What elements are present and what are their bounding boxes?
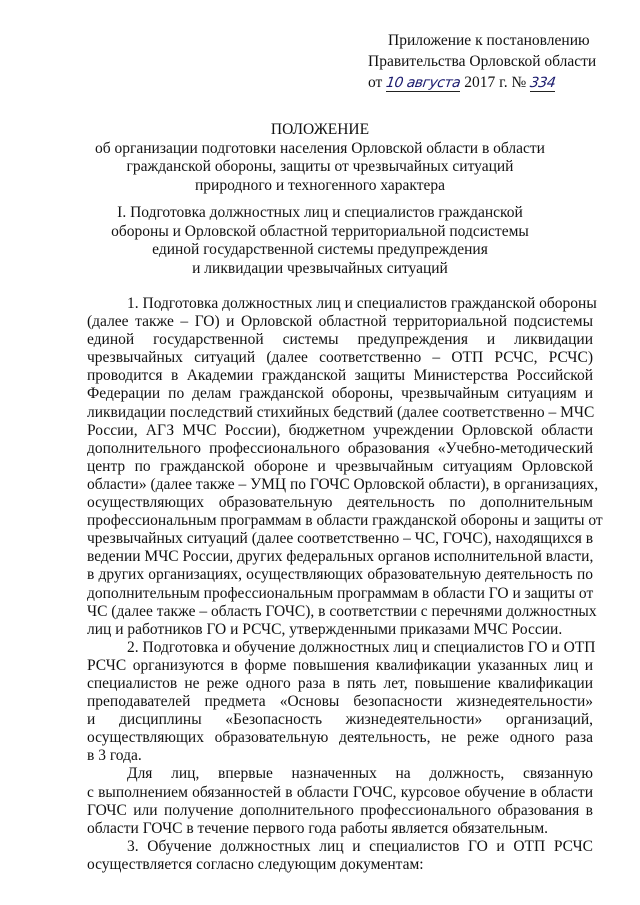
title-line: ПОЛОЖЕНИЕ [270,121,370,138]
document-title [0,121,640,195]
paragraph-line: 2. Подготовка и обучение должностных лиц и специалистов ГО и ОТП [127,638,596,656]
paragraph-line: профессиональным программам в области гражданской обороны и защиты от [87,512,603,530]
header-line-2: Правительства Орловской области [368,53,597,70]
paragraph-line: лиц и работников ГО и РСЧС, утвержденными приказами МЧС России. [87,620,563,638]
section-heading [0,204,640,278]
paragraph-line: ЧС (далее также – область ГОЧС), в соответствии с перечнями должностных [87,602,597,620]
title-line: об организации подготовки населения Орловской области в области [95,139,545,157]
paragraph-line: в 3 года. [87,747,142,765]
section-heading-line: обороны и Орловской областной территориальной подсистемы [111,222,529,240]
paragraph-line: чрезвычайных ситуаций (далее соответственно – ЧС, ГОЧС), находящихся в [87,530,594,548]
paragraph-line: дополнительным профессиональным программам в области ГО и защиты от [87,584,594,602]
body-text [87,295,603,874]
date-handwritten-field [386,75,460,92]
section-heading-line: I. Подготовка должностных лиц и специалистов гражданской [117,204,523,221]
title-line: гражданской обороны, защиты от чрезвычайных ситуаций [126,158,514,175]
paragraph-line: РСЧС организуются в форме повышения квалификации указанных лиц и [87,656,593,674]
paragraph-line: области ГОЧС в течение первого года работы является обязательным. [87,819,549,837]
paragraph-line: центр по гражданской обороне и чрезвычайным ситуациям Орловской [87,457,593,475]
appendix-header [368,30,618,93]
date-prefix: от [368,74,383,91]
paragraph-line: чрезвычайных ситуаций (далее соответственно – ОТП РСЧС, РСЧС) [87,349,593,367]
paragraph-line: Для лиц, впервые назначенных на должность, связанную [127,765,593,783]
paragraph-line: преподавателей предмета «Основы безопасности жизнедеятельности» [87,693,593,711]
paragraph-line: ликвидации последствий стихийных бедствий (далее соответственно – МЧС [87,403,595,421]
header-line-1: Приложение к постановлению [388,32,590,49]
section-heading-line: и ликвидации чрезвычайных ситуаций [192,259,448,277]
paragraph-line: (далее также – ГО) и Орловской областной территориальной подсистемы [87,313,593,331]
section-heading-line: единой государственной системы предупреждения [152,241,488,258]
paragraph-line: 1. Подготовка должностных лиц и специалистов гражданской обороны [127,295,597,312]
date-year: 2017 г. № [464,74,527,91]
paragraph-line: 3. Обучение должностных лиц и специалистов ГО и ОТП РСЧС [127,837,593,855]
paragraph-line: области» (далее также – УМЦ по ГОЧС Орловской области), в организациях, [87,475,599,493]
paragraph-line: осуществляется согласно следующим документам: [87,855,424,873]
number-handwritten-field [530,75,555,92]
paragraph-line: России, АГЗ МЧС России), бюджетном учреждении Орловской области [87,421,593,439]
paragraph-line: дополнительного профессионального образования «Учебно-методический [87,439,593,457]
paragraph-line: ведении МЧС России, других федеральных органов исполнительной власти, [87,548,594,566]
paragraph-line: Федерации по делам гражданской обороны, чрезвычайным ситуациям и [87,385,593,403]
paragraph-line: осуществляющих образовательную деятельность, не реже одного раза [87,729,593,747]
header-date-line [368,72,618,93]
paragraph-line: и дисциплины «Безопасность жизнедеятельности» организаций, [87,711,593,729]
paragraph-line: единой государственной системы предупреждения и ликвидации [87,331,593,349]
paragraph-line: проводится в Академии гражданской защиты Министерства Российской [87,367,593,385]
paragraph-line: в других организациях, осуществляющих образовательную деятельность по [87,566,593,584]
paragraph-line: ГОЧС или получение дополнительного профессионального образования в [87,801,593,819]
paragraph-line: специалистов не реже одного раза в пять лет, повышение квалификации [87,674,593,692]
paragraph-line: осуществляющих образовательную деятельность по дополнительным [87,494,593,512]
handwritten-number: 334 [529,75,557,91]
handwritten-date: 10 августа [385,75,462,91]
paragraph-line: с выполнением обязанностей в области ГОЧС, курсовое обучение в области [87,783,593,801]
title-line: природного и техногенного характера [195,176,445,194]
